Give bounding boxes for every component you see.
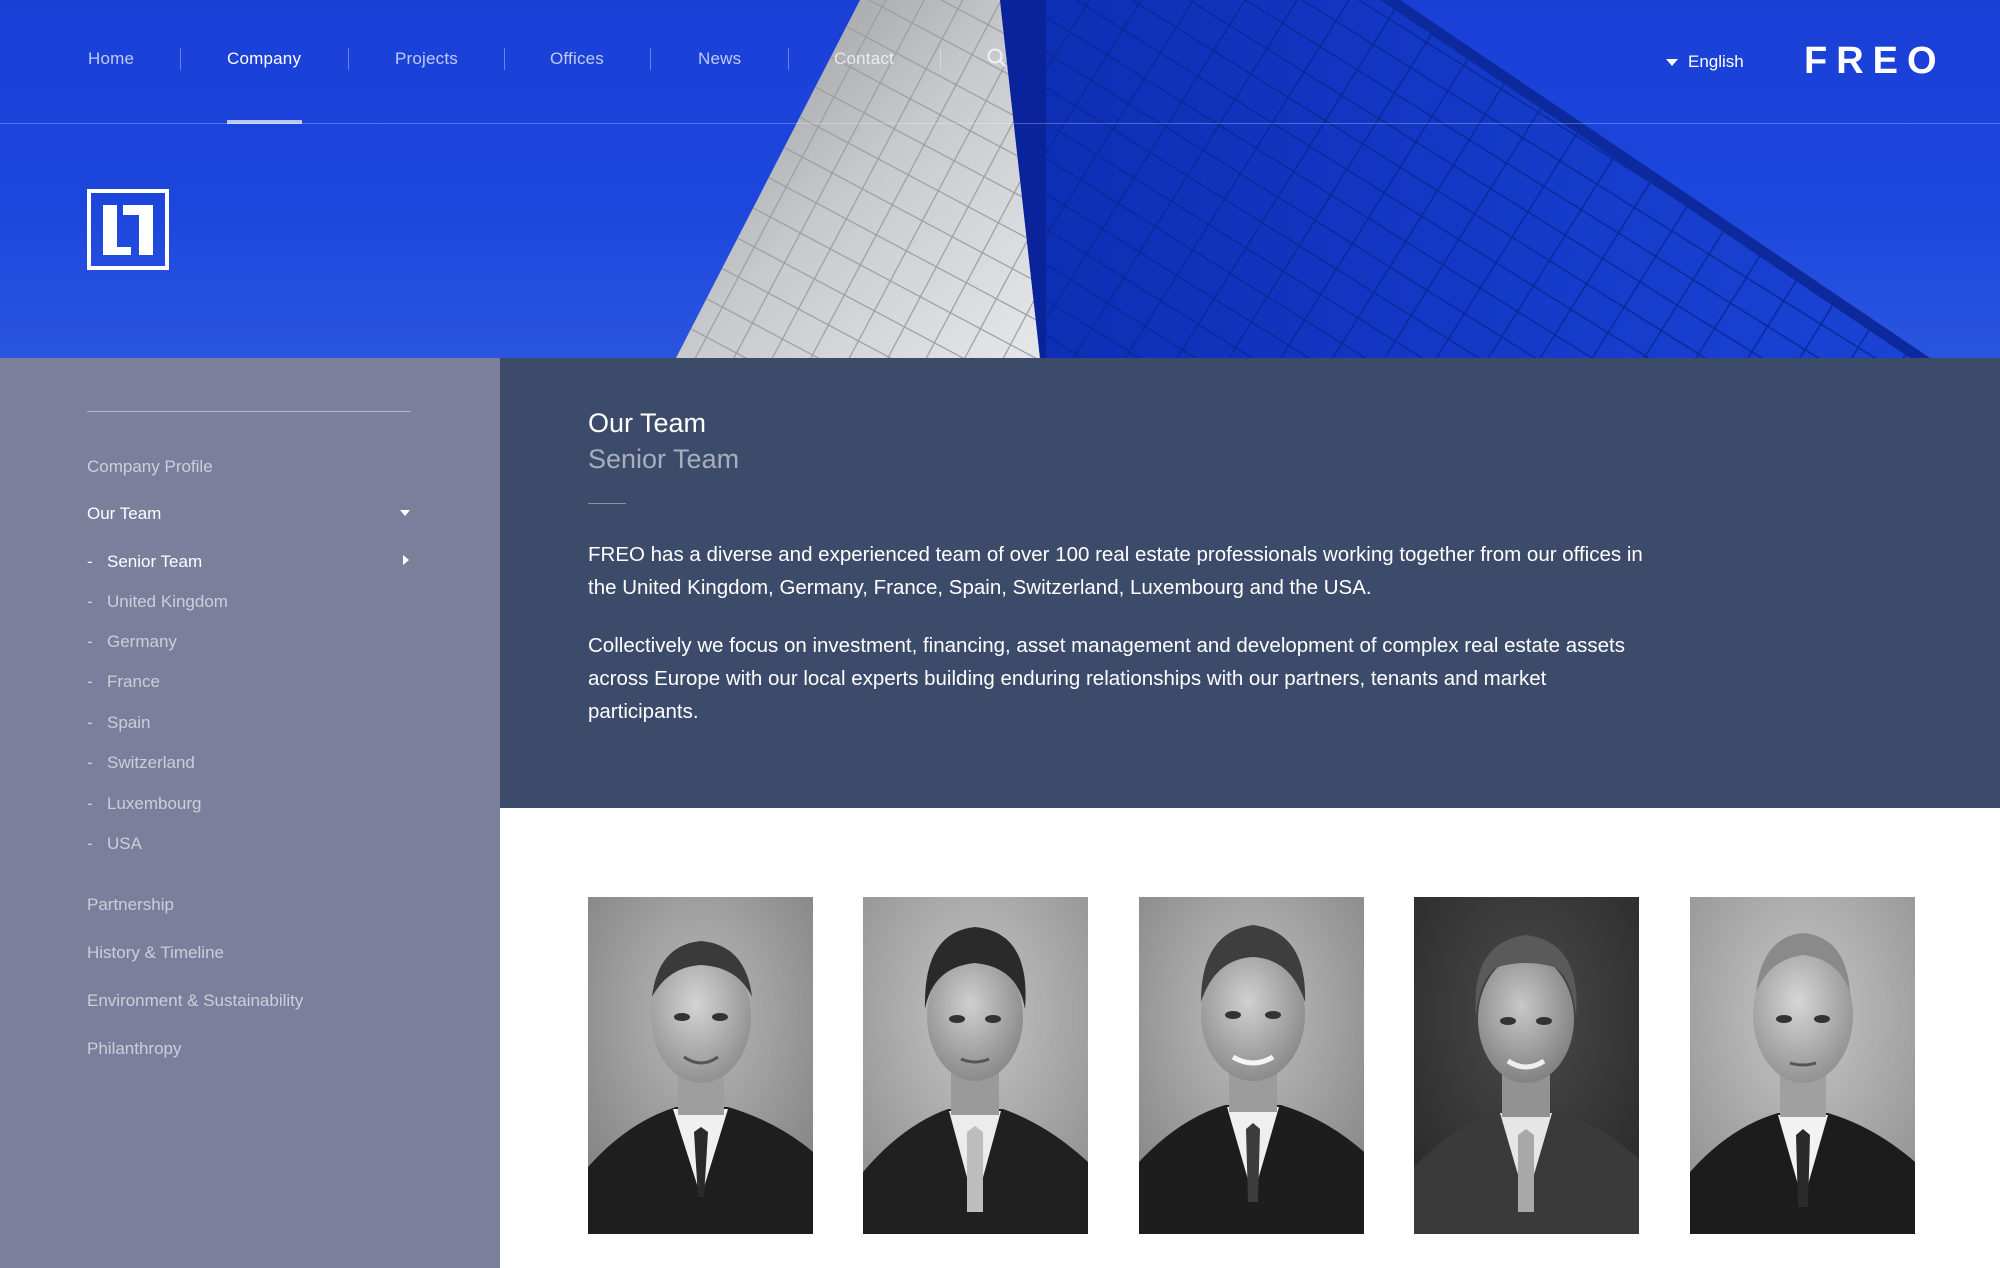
nav-separator xyxy=(788,48,789,70)
team-member-photo[interactable] xyxy=(1414,897,1639,1234)
sidebar-subitem-switzerland[interactable]: - Switzerland xyxy=(87,753,195,772)
sidebar-item-our-team[interactable]: Our Team xyxy=(87,504,162,523)
sidebar-subitem-united-kingdom[interactable]: - United Kingdom xyxy=(87,592,228,611)
team-member-photo[interactable] xyxy=(1139,897,1364,1234)
team-member-photo[interactable] xyxy=(863,897,1088,1234)
caret-down-icon xyxy=(1666,59,1678,66)
nav-separator xyxy=(504,48,505,70)
team-member-photo[interactable] xyxy=(588,897,813,1234)
sidebar-divider xyxy=(87,411,411,412)
top-navigation xyxy=(0,0,2000,124)
sidebar-subitem-france[interactable]: - France xyxy=(87,672,160,691)
chevron-right-icon[interactable] xyxy=(403,555,409,565)
team-member-photo[interactable] xyxy=(1690,897,1915,1234)
title-divider xyxy=(588,503,626,504)
intro-paragraph: FREO has a diverse and experienced team of over 100 real estate professionals working together from our offices in the United Kingdom, Germany, France, Spain, Switzerland, Luxembourg and the USA. xyxy=(588,543,1643,599)
language-selector[interactable] xyxy=(1666,52,1744,72)
sidebar-subitem-germany[interactable]: - Germany xyxy=(87,632,177,651)
nav-separator xyxy=(940,48,941,70)
hero-banner xyxy=(0,0,2000,358)
sidebar-item-environment-sustainability[interactable]: Environment & Sustainability xyxy=(87,991,304,1010)
nav-separator xyxy=(650,48,651,70)
sidebar-subitem-spain[interactable]: - Spain xyxy=(87,713,151,732)
nav-separator xyxy=(180,48,181,70)
team-photo-grid xyxy=(588,897,1913,1237)
content-panel xyxy=(500,358,2000,808)
page-subtitle: Senior Team xyxy=(588,444,740,474)
sidebar-subitem-senior-team[interactable]: - Senior Team xyxy=(87,552,203,571)
sidebar-item-company-profile[interactable]: Company Profile xyxy=(87,457,213,476)
sidebar xyxy=(0,358,500,1268)
sidebar-item-philanthropy[interactable]: Philanthropy xyxy=(87,1039,182,1058)
nav-divider xyxy=(0,123,2000,124)
sidebar-item-history-timeline[interactable]: History & Timeline xyxy=(87,943,224,962)
sidebar-subitem-luxembourg[interactable]: - Luxembourg xyxy=(87,794,202,813)
nav-home[interactable]: Home xyxy=(88,49,135,68)
nav-offices[interactable]: Offices xyxy=(550,49,604,68)
nav-projects[interactable]: Projects xyxy=(395,49,459,68)
nav-company[interactable]: Company xyxy=(227,49,302,68)
nav-contact[interactable]: Contact xyxy=(834,49,894,68)
page-title: Our Team xyxy=(588,408,707,438)
nav-news[interactable]: News xyxy=(698,49,742,68)
company-logo-icon[interactable] xyxy=(87,189,169,270)
nav-separator xyxy=(348,48,349,70)
focus-paragraph: Collectively we focus on investment, financing, asset management and development of complex real estate assets across Europe with our local experts building enduring relationships with our partners, tenants and market participants. xyxy=(588,634,1625,723)
brand-logo[interactable]: FREO xyxy=(1804,40,1946,82)
sidebar-item-partnership[interactable]: Partnership xyxy=(87,895,174,914)
sidebar-subitem-usa[interactable]: - USA xyxy=(87,834,142,853)
language-label: English xyxy=(1688,52,1744,71)
chevron-down-icon[interactable] xyxy=(400,510,410,516)
search-icon[interactable] xyxy=(986,47,1008,69)
